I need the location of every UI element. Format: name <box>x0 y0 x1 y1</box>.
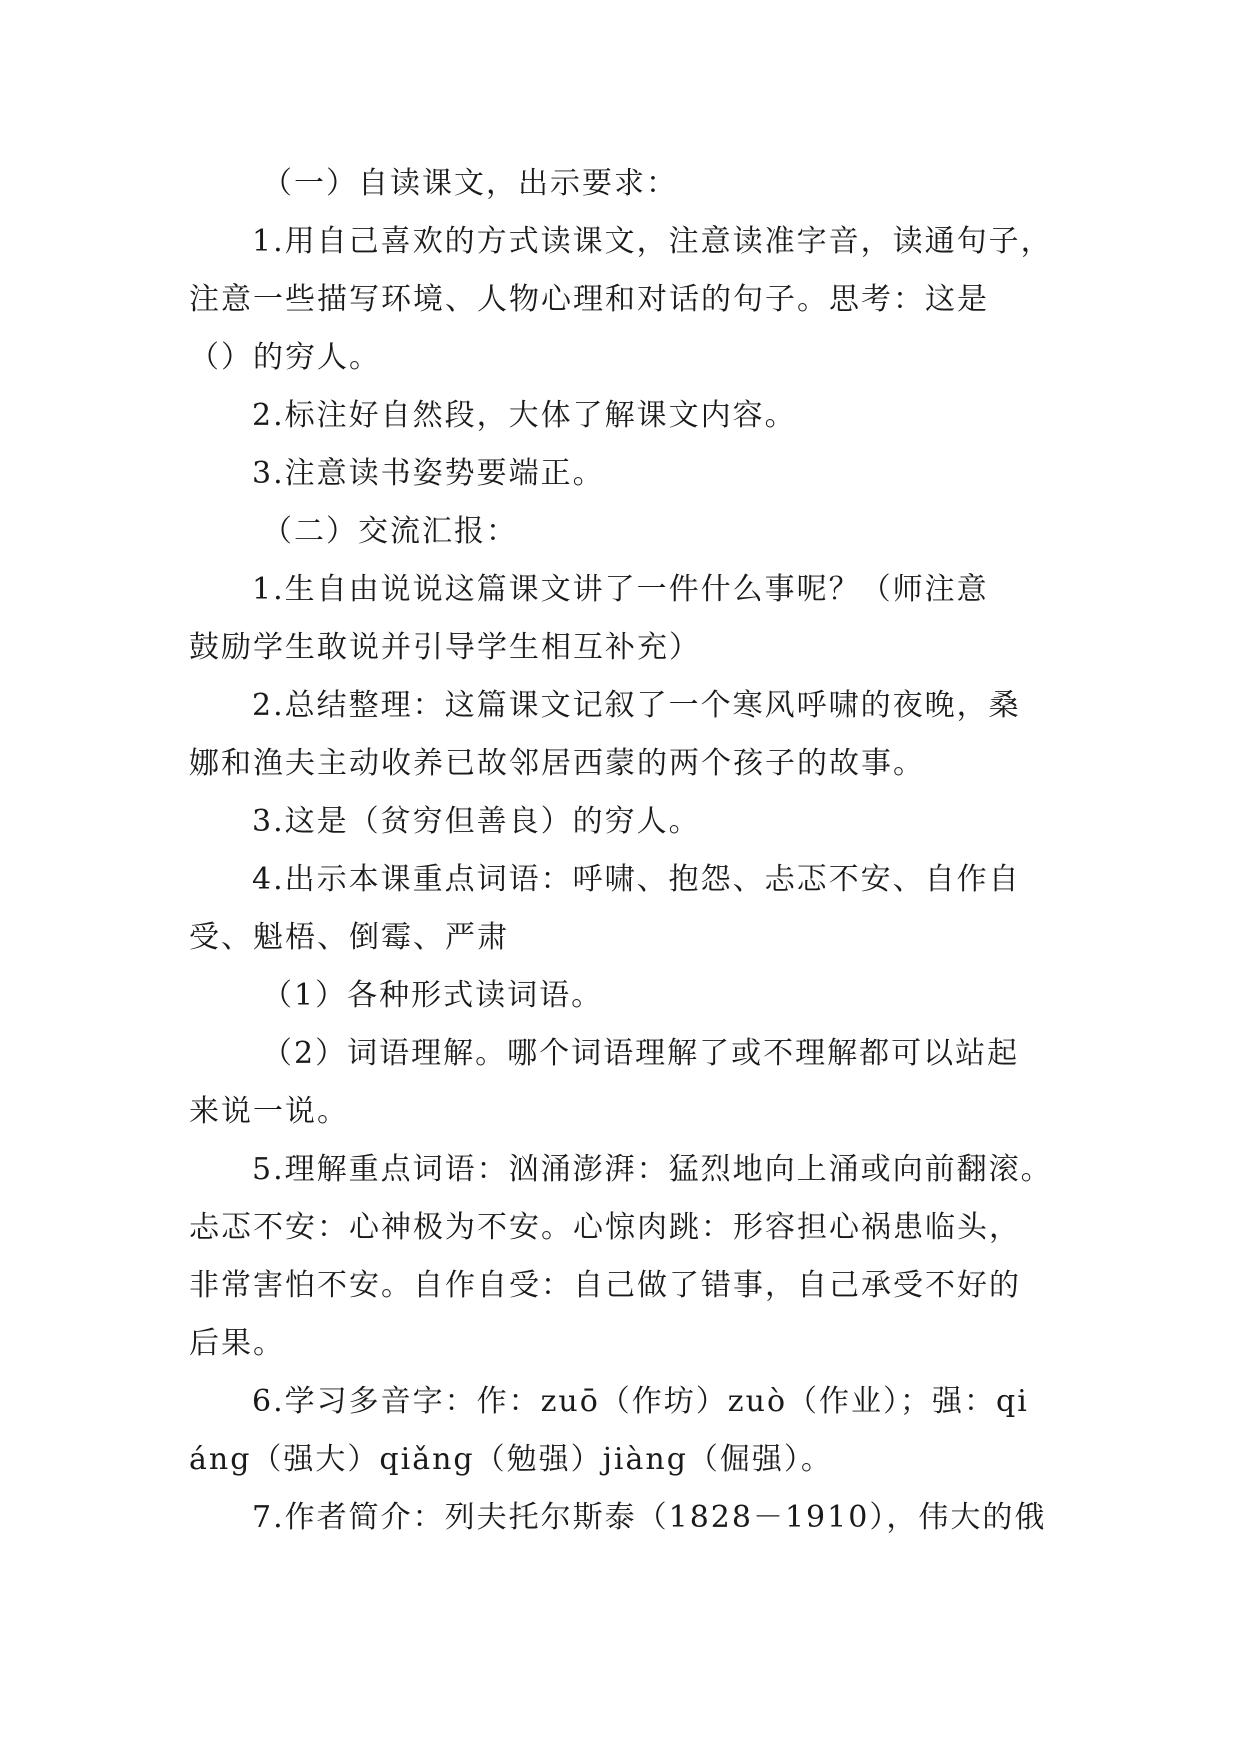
paragraph-line: 2.标注好自然段，大体了解课文内容。 <box>252 398 797 433</box>
paragraph-line: 鼓励学生敢说并引导学生相互补充） <box>189 630 701 665</box>
paragraph-line: （2）词语理解。哪个词语理解了或不理解都可以站起 <box>262 1036 1020 1071</box>
paragraph-line: 1.生自由说说这篇课文讲了一件什么事呢？（师注意 <box>252 572 989 607</box>
section-heading-1: （一）自读课文，出示要求： <box>262 166 678 201</box>
paragraph-line: 1.用自己喜欢的方式读课文，注意读准字音，读通句子， <box>252 224 1053 259</box>
paragraph-line: 5.理解重点词语：汹涌澎湃：猛烈地向上涌或向前翻滚。 <box>252 1152 1053 1187</box>
paragraph-line: 非常害怕不安。自作自受：自己做了错事，自己承受不好的 <box>189 1268 1021 1303</box>
paragraph-line: 娜和渔夫主动收养已故邻居西蒙的两个孩子的故事。 <box>189 746 925 781</box>
paragraph-line: 4.出示本课重点词语：呼啸、抱怨、忐忑不安、自作自 <box>252 862 1021 897</box>
paragraph-line: 6.学习多音字：作：zuō（作坊）zuò（作业）；强：qi <box>252 1384 1029 1419</box>
paragraph-line: 来说一说。 <box>189 1094 349 1129</box>
section-heading-2: （二）交流汇报： <box>262 514 518 549</box>
paragraph-line: 3.这是（贫穷但善良）的穷人。 <box>252 804 701 839</box>
paragraph-line: 忐忑不安：心神极为不安。心惊肉跳：形容担心祸患临头， <box>189 1210 1021 1245</box>
paragraph-line: áng（强大）qiǎng（勉强）jiàng（倔强）。 <box>189 1442 833 1477</box>
paragraph-line: （）的穷人。 <box>189 340 381 375</box>
paragraph-line: （1）各种形式读词语。 <box>262 978 604 1013</box>
paragraph-line: 3.注意读书姿势要端正。 <box>252 456 605 491</box>
paragraph-line: 7.作者简介：列夫托尔斯泰（1828－1910），伟大的俄 <box>252 1500 1047 1535</box>
paragraph-line: 注意一些描写环境、人物心理和对话的句子。思考：这是 <box>189 282 989 317</box>
paragraph-line: 受、魁梧、倒霉、严肃 <box>189 920 509 955</box>
paragraph-line: 后果。 <box>189 1326 285 1361</box>
paragraph-line: 2.总结整理：这篇课文记叙了一个寒风呼啸的夜晚，桑 <box>252 688 1021 723</box>
